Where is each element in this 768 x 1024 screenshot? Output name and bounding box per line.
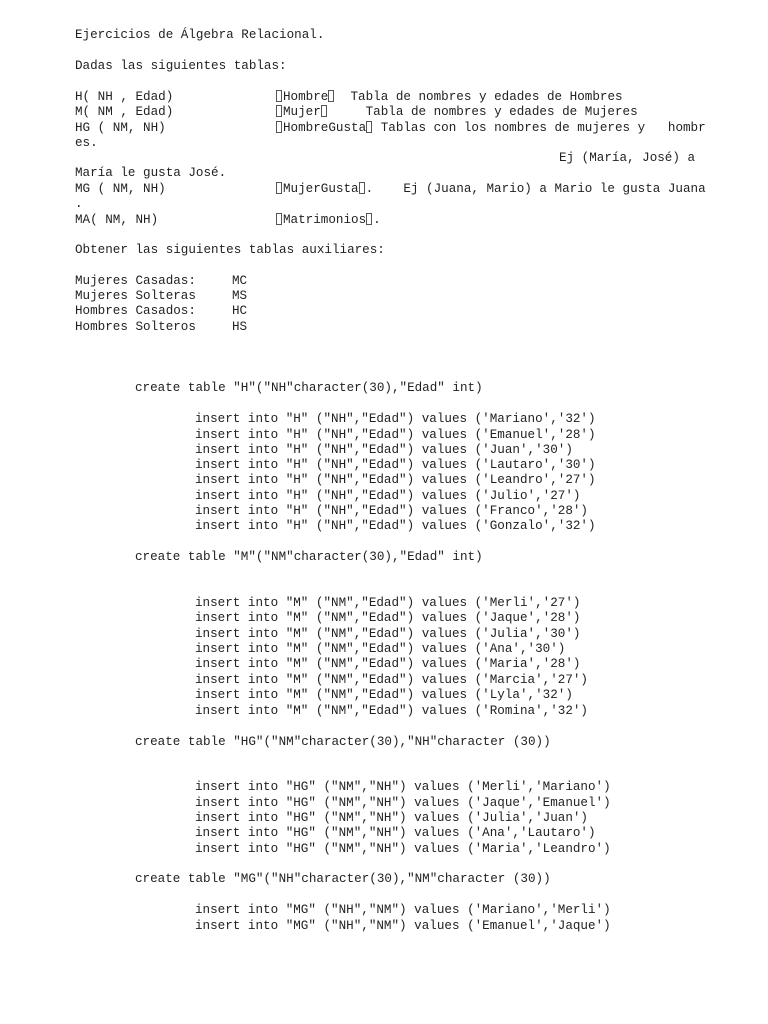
sql-insert-line: insert into "M" ("NM","Edad") values ('Maria','28') <box>195 657 581 671</box>
sql-insert-line: insert into "MG" ("NH","NM") values ('Mariano','Merli') <box>195 903 611 917</box>
sql-insert-line: insert into "M" ("NM","Edad") values ('Lyla','32') <box>195 688 573 702</box>
sql-insert-line: insert into "MG" ("NH","NM") values ('Emanuel','Jaque') <box>195 919 611 933</box>
desc-mg-wrap: . <box>75 197 83 211</box>
desc-hg <box>276 121 706 136</box>
missing-glyph-icon <box>276 121 282 133</box>
aux-label: Hombres Casados: <box>75 304 196 318</box>
schema-ma: MA( NM, NH) <box>75 213 159 227</box>
missing-glyph-icon <box>359 182 365 194</box>
aux-code: HC <box>232 304 248 318</box>
example-hg-wrap: María le gusta José. <box>75 166 227 180</box>
sql-insert-line: insert into "M" ("NM","Edad") values ('Julia','30') <box>195 627 581 641</box>
aux-label: Hombres Solteros <box>75 320 196 334</box>
intro-text: Dadas las siguientes tablas: <box>75 59 287 73</box>
sql-insert-line: insert into "HG" ("NM","NH") values ('Julia','Juan') <box>195 811 588 825</box>
document-title: Ejercicios de Álgebra Relacional. <box>75 28 325 42</box>
sql-insert-line: insert into "HG" ("NM","NH") values ('Merli','Mariano') <box>195 780 611 794</box>
table-desc: Tablas con los nombres de mujeres y hombr <box>380 121 706 135</box>
table-desc: . Ej (Juana, Mario) a Mario le gusta Juana <box>365 182 706 196</box>
desc-m <box>276 105 638 120</box>
schema-mg: MG ( NM, NH) <box>75 182 166 196</box>
missing-glyph-icon <box>276 105 282 117</box>
table-name: Mujer <box>283 105 321 119</box>
sql-insert-line: insert into "M" ("NM","Edad") values ('Romina','32') <box>195 704 588 718</box>
sql-insert-line: insert into "M" ("NM","Edad") values ('Ana','30') <box>195 642 566 656</box>
table-desc: . <box>373 213 381 227</box>
sql-create-h: create table "H"("NH"character(30),"Edad" int) <box>135 381 483 395</box>
aux-code: MS <box>232 289 248 303</box>
missing-glyph-icon <box>321 105 327 117</box>
sql-insert-line: insert into "M" ("NM","Edad") values ('Merli','27') <box>195 596 581 610</box>
table-desc: Tabla de nombres y edades de Hombres <box>350 90 623 104</box>
aux-code: MC <box>232 274 248 288</box>
table-name: MujerGusta <box>283 182 359 196</box>
sql-insert-line: insert into "H" ("NH","Edad") values ('Julio','27') <box>195 489 581 503</box>
sql-insert-line: insert into "H" ("NH","Edad") values ('Franco','28') <box>195 504 588 518</box>
missing-glyph-icon <box>276 213 282 225</box>
sql-insert-line: insert into "HG" ("NM","NH") values ('Ana','Lautaro') <box>195 826 596 840</box>
sql-insert-line: insert into "H" ("NH","Edad") values ('Gonzalo','32') <box>195 519 596 533</box>
missing-glyph-icon <box>366 213 372 225</box>
missing-glyph-icon <box>276 182 282 194</box>
sql-insert-line: insert into "HG" ("NM","NH") values ('Maria','Leandro') <box>195 842 611 856</box>
sql-insert-line: insert into "H" ("NH","Edad") values ('Lautaro','30') <box>195 458 596 472</box>
schema-h: H( NH , Edad) <box>75 90 174 104</box>
desc-hg-wrap: es. <box>75 136 98 150</box>
desc-h <box>276 90 623 105</box>
desc-mg <box>276 182 706 197</box>
table-name: Hombre <box>283 90 329 104</box>
sql-insert-line: insert into "M" ("NM","Edad") values ('Marcia','27') <box>195 673 588 687</box>
desc-ma <box>276 213 381 228</box>
table-name: HombreGusta <box>283 121 367 135</box>
missing-glyph-icon <box>366 121 372 133</box>
sql-insert-line: insert into "H" ("NH","Edad") values ('Emanuel','28') <box>195 428 596 442</box>
missing-glyph-icon <box>276 90 282 102</box>
aux-intro: Obtener las siguientes tablas auxiliares: <box>75 243 385 257</box>
missing-glyph-icon <box>328 90 334 102</box>
example-hg: Ej (María, José) a <box>559 151 696 165</box>
aux-label: Mujeres Casadas: <box>75 274 196 288</box>
sql-insert-line: insert into "H" ("NH","Edad") values ('Leandro','27') <box>195 473 596 487</box>
schema-hg: HG ( NM, NH) <box>75 121 166 135</box>
aux-code: HS <box>232 320 248 334</box>
sql-insert-line: insert into "HG" ("NM","NH") values ('Jaque','Emanuel') <box>195 796 611 810</box>
sql-create-hg: create table "HG"("NM"character(30),"NH"character (30)) <box>135 735 551 749</box>
table-desc: Tabla de nombres y edades de Mujeres <box>365 105 638 119</box>
table-name: Matrimonios <box>283 213 367 227</box>
schema-m: M( NM , Edad) <box>75 105 174 119</box>
sql-create-mg: create table "MG"("NH"character(30),"NM"character (30)) <box>135 872 551 886</box>
sql-create-m: create table "M"("NM"character(30),"Edad" int) <box>135 550 483 564</box>
sql-insert-line: insert into "M" ("NM","Edad") values ('Jaque','28') <box>195 611 581 625</box>
aux-label: Mujeres Solteras <box>75 289 196 303</box>
sql-insert-line: insert into "H" ("NH","Edad") values ('Juan','30') <box>195 443 573 457</box>
sql-insert-line: insert into "H" ("NH","Edad") values ('Mariano','32') <box>195 412 596 426</box>
